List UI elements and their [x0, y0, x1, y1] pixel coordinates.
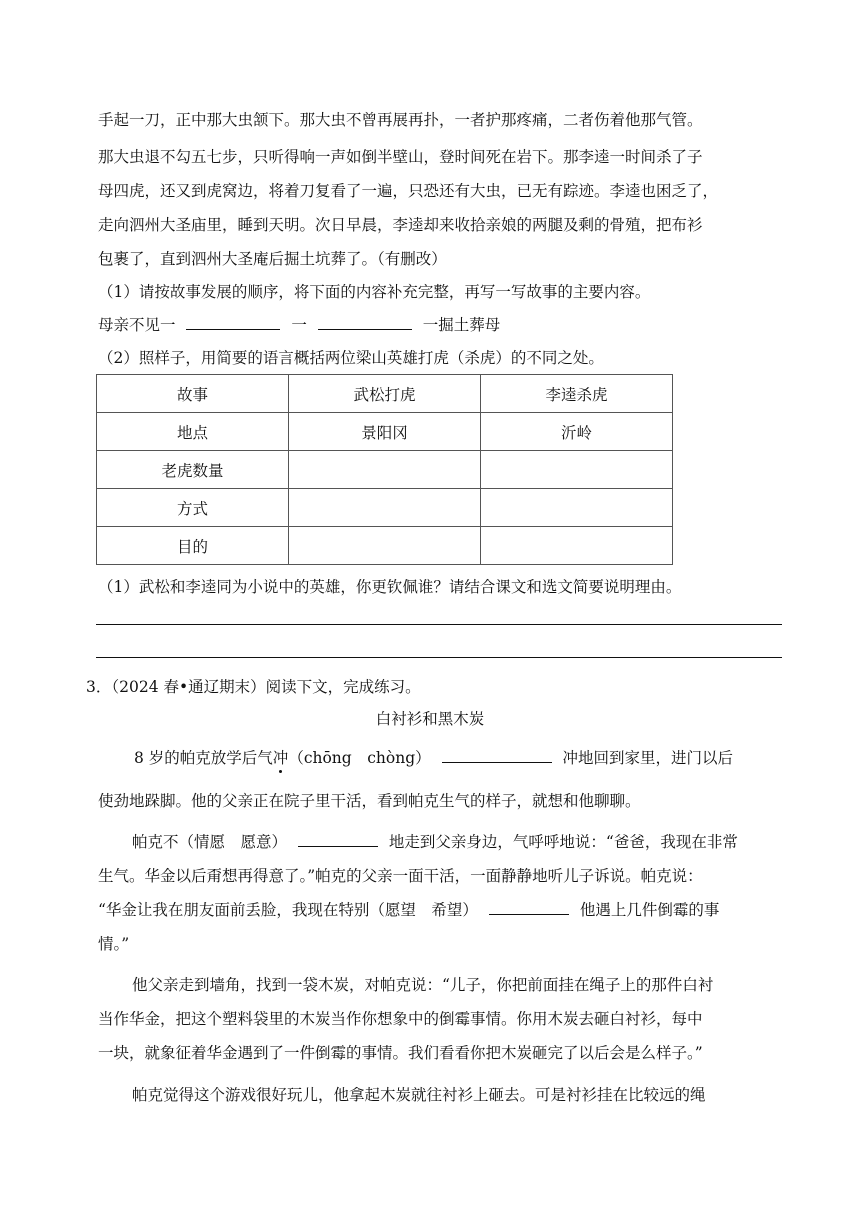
question-2-prompt: （2）照样子，用简要的语言概括两位梁山英雄打虎（杀虎）的不同之处。: [98, 349, 604, 367]
paragraph-line: 帕克觉得这个游戏很好玩儿，他拿起木炭就往衬衫上砸去。可是衬衫挂在比较远的绳: [132, 1086, 706, 1104]
sequence-mid: 一: [291, 316, 307, 334]
paragraph-line: 一块，就象征着华金遇到了一件倒霉的事情。我们看看你把木炭砸完了以后会是么样子。”: [98, 1044, 703, 1062]
paragraph-line: 当作华金，把这个塑料袋里的木炭当作你想象中的倒霉事情。你用木炭去砸白衬衫，每中: [98, 1010, 703, 1028]
table-row: [97, 489, 673, 527]
table-cell: 景阳冈: [289, 413, 481, 451]
table-row: [97, 527, 673, 565]
answer-blank-5[interactable]: [489, 900, 569, 915]
answer-cell[interactable]: [481, 527, 673, 565]
passage-line: 手起一刀，正中那大虫颔下。那大虫不曾再展再扑，一者护那疼痛，二者伤着他那气管。: [98, 111, 703, 129]
comparison-table: [96, 374, 673, 565]
table-row: [97, 375, 673, 413]
table-cell: 目的: [97, 527, 289, 565]
passage-line: 母四虎，还又到虎窝边，将着刀复看了一遍，只恐还有大虫，已无有踪迹。李逵也困乏了，: [98, 182, 719, 200]
question-3-prompt: （1）武松和李逵同为小说中的英雄，你更钦佩谁？请结合课文和选文简要说明理由。: [98, 578, 682, 596]
paragraph-line: “华金让我在朋友面前丢脸，我现在特别（愿望 希望） 他遇上几件倒霉的事: [98, 901, 720, 919]
answer-cell[interactable]: [289, 527, 481, 565]
sequence-end: 一掘土葬母: [422, 316, 501, 334]
table-cell: 故事: [97, 375, 289, 413]
answer-blank-2[interactable]: [318, 315, 412, 330]
answer-blank-4[interactable]: [298, 832, 378, 847]
passage-line: 那大虫退不勾五七步，只听得响一声如倒半壁山，登时间死在岩下。那李逵一时间杀了子: [98, 148, 703, 166]
paragraph-line: 帕克不（情愿 愿意） 地走到父亲身边，气呼呼地说：“爸爸，我现在非常: [132, 833, 738, 851]
table-cell: 老虎数量: [97, 451, 289, 489]
sequence-start: 母亲不见一: [98, 316, 176, 334]
section-3-header: 3．（2024 春•通辽期末）阅读下文，完成练习。: [86, 678, 421, 696]
answer-line[interactable]: [96, 624, 782, 625]
question-1-prompt: （1）请按故事发展的顺序，将下面的内容补充完整，再写一写故事的主要内容。: [98, 283, 651, 301]
answer-line[interactable]: [96, 657, 782, 658]
paragraph-line: 8 岁的帕克放学后气冲（chōng chòng） 冲地回到家里，进门以后: [134, 749, 734, 767]
answer-cell[interactable]: [481, 489, 673, 527]
paragraph-line: 生气。华金以后甭想再得意了。”帕克的父亲一面干活，一面静静地听儿子诉说。帕克说：: [98, 867, 703, 885]
table-cell: 地点: [97, 413, 289, 451]
table-cell: 方式: [97, 489, 289, 527]
table-cell: 李逵杀虎: [481, 375, 673, 413]
table-row: [97, 451, 673, 489]
paragraph-line: 他父亲走到墙角，找到一袋木炭，对帕克说：“儿子，你把前面挂在绳子上的那件白衬: [132, 976, 714, 994]
sequence-line: [98, 315, 500, 335]
table-cell: 沂岭: [481, 413, 673, 451]
passage-line: 走向泗州大圣庙里，睡到天明。次日早晨，李逵却来收拾亲娘的两腿及剩的骨殖，把布衫: [98, 216, 703, 234]
table-cell: 武松打虎: [289, 375, 481, 413]
answer-blank-1[interactable]: [186, 315, 280, 330]
story-title: 白衬衫和黑木炭: [375, 710, 485, 728]
dotted-char: 冲: [272, 749, 289, 767]
passage-line: 包裹了，直到泗州大圣庵后掘土坑葬了。（有删改）: [98, 250, 447, 268]
paragraph-line: 情。”: [98, 935, 130, 953]
paragraph-line: 使劲地跺脚。他的父亲正在院子里干活，看到帕克生气的样子，就想和他聊聊。: [98, 792, 641, 810]
answer-cell[interactable]: [289, 451, 481, 489]
answer-cell[interactable]: [289, 489, 481, 527]
answer-blank-3[interactable]: [442, 748, 552, 763]
table-row: [97, 413, 673, 451]
answer-cell[interactable]: [481, 451, 673, 489]
